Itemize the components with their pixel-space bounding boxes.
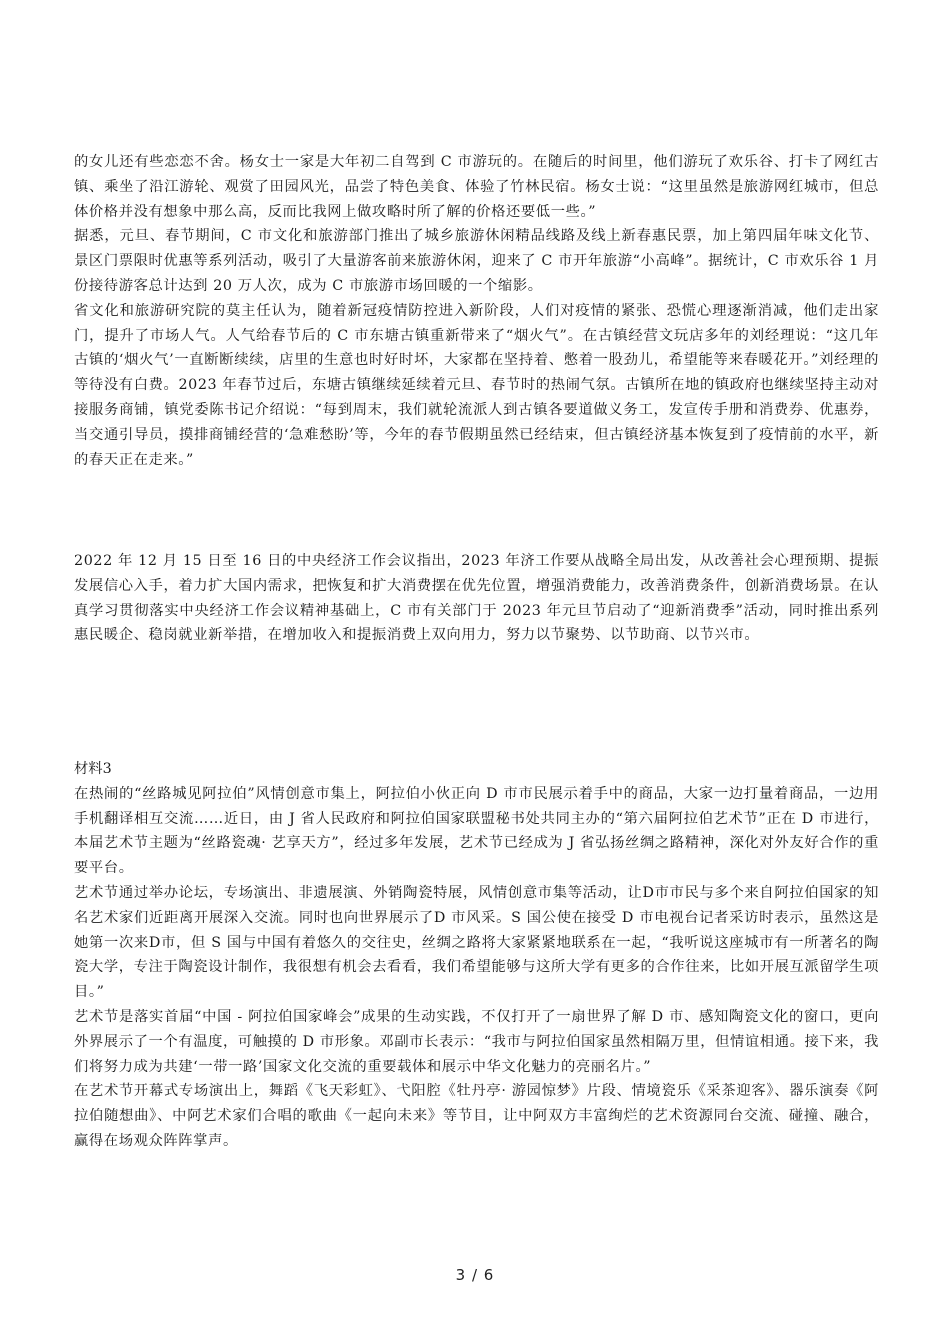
paragraph: 省文化和旅游研究院的莫主任认为，随着新冠疫情防控进入新阶段，人们对疫情的紧张、恐慌心理逐渐消减，他们走出家门，提升了市场人气。人气给春节后的 C 市东塘古镇重新带来了“烟火气”。在古镇经营文玩店多年的刘经理说：“这几年古镇的‘烟火气’一直断断续续，店里的生意也时好时坏，大家都在坚持着、憋着一股劲儿，希望能等来春暖花开。”刘经理的等待没有白费。2023 年春节过后，东塘古镇继续延续着元旦、春节时的热闹气氛。古镇所在地的镇政府也继续坚持主动对接服务商铺，镇党委陈书记介绍说：“每到周末，我们就轮流派人到古镇各要道做义务工，发宣传手册和消费券、优惠券，当交通引导员，摸排商铺经营的‘急难愁盼’等，今年的春节假期虽然已经结束，但古镇经济基本恢复到了疫情前的水平，新的春天正在走来。” xyxy=(74,302,879,468)
paragraph: 艺术节通过举办论坛，专场演出、非遗展演、外销陶瓷特展，风情创意市集等活动，让D市市民与多个来自阿拉伯国家的知名艺术家们近距离开展深入交流。同时也向世界展示了D 市风采。S 国公使在接受 D 市电视台记者采访时表示，虽然这是她第一次来D市，但 S 国与中国有着悠久的交往史，丝绸之路将大家紧紧地联系在一起，“我听说这座城市有一所著名的陶瓷大学，专注于陶瓷设计制作，我很想有机会去看看，我们希望能够与这所大学有更多的合作往来，比如开展互派留学生项目。” xyxy=(74,884,879,1001)
paragraph: 的女儿还有些恋恋不舍。杨女士一家是大年初二自驾到 C 市游玩的。在随后的时间里，他们游玩了欢乐谷、打卡了网红古镇、乘坐了沿江游轮、观赏了田园风光，品尝了特色美食、体验了竹林民宿。杨女士说：“这里虽然是旅游网红城市，但总体价格并没有想象中那么高，反而比我网上做攻略时所了解的价格还要低一些。” xyxy=(74,154,879,220)
economic-conference-section xyxy=(74,549,879,648)
paragraph: 据悉，元旦、春节期间，C 市文化和旅游部门推出了城乡旅游休闲精品线路及线上新春惠民票，加上第四届年味文化节、景区门票限时优惠等系列活动，吸引了大量游客前来旅游休闲，迎来了 C 市开年旅游“小高峰”。据统计，C 市欢乐谷 1 月份接待游客总计达到 20 万人次，成为 C 市旅游市场回暖的一个缩影。 xyxy=(74,228,879,294)
page-number: 3 / 6 xyxy=(455,1266,495,1284)
paragraph: 在艺术节开幕式专场演出上，舞蹈《飞天彩虹》、弋阳腔《牡丹亭· 游园惊梦》片段、情境瓷乐《采茶迎客》、器乐演奏《阿拉伯随想曲》、中阿艺术家们合唱的歌曲《一起向未来》等节目，让中阿双方丰富绚烂的艺术资源同台交流、碰撞、融合，赢得在场观众阵阵掌声。 xyxy=(74,1083,879,1149)
paragraph: 2022 年 12 月 15 日至 16 日的中央经济工作会议指出，2023 年济工作要从战略全局出发，从改善社会心理预期、提振发展信心入手，着力扩大国内需求，把恢复和扩大消费摆在优先位置，增强消费能力，改善消费条件，创新消费场景。在认真学习贯彻落实中央经济工作会议精神基础上，C 市有关部门于 2023 年元旦节启动了“迎新消费季”活动，同时推出系列惠民暖企、稳岗就业新举措，在增加收入和提振消费上双向用力，努力以节聚势、以节助商、以节兴市。 xyxy=(74,553,879,644)
paragraph: 艺术节是落实首届“中国 - 阿拉伯国家峰会”成果的生动实践，不仅打开了一扇世界了解 D 市、感知陶瓷文化的窗口，更向外界展示了一个有温度，可触摸的 D 市形象。邓副市长表示：“我市与阿拉伯国家虽然相隔万里，但情谊相通。接下来，我们将努力成为共建‘一带一路’国家文化交流的重要载体和展示中华文化魅力的亮丽名片。” xyxy=(74,1008,879,1075)
paragraph: 在热闹的“丝路城见阿拉伯”风情创意市集上，阿拉伯小伙正向 D 市市民展示着手中的商品，大家一边打量着商品，一边用手机翻译相互交流……近日，由 J 省人民政府和阿拉伯国家联盟秘书处共同主办的“第六届阿拉伯艺术节”正在 D 市进行，本届艺术节主题为“丝路瓷魂· 艺享天方”，经过多年发展，艺术节已经成为 J 省弘扬丝绸之路精神，深化对外友好合作的重要平台。 xyxy=(74,785,879,877)
material-2-excerpt xyxy=(74,150,879,472)
section-heading: 材料3 xyxy=(74,761,112,777)
material-3-section xyxy=(74,757,879,1154)
